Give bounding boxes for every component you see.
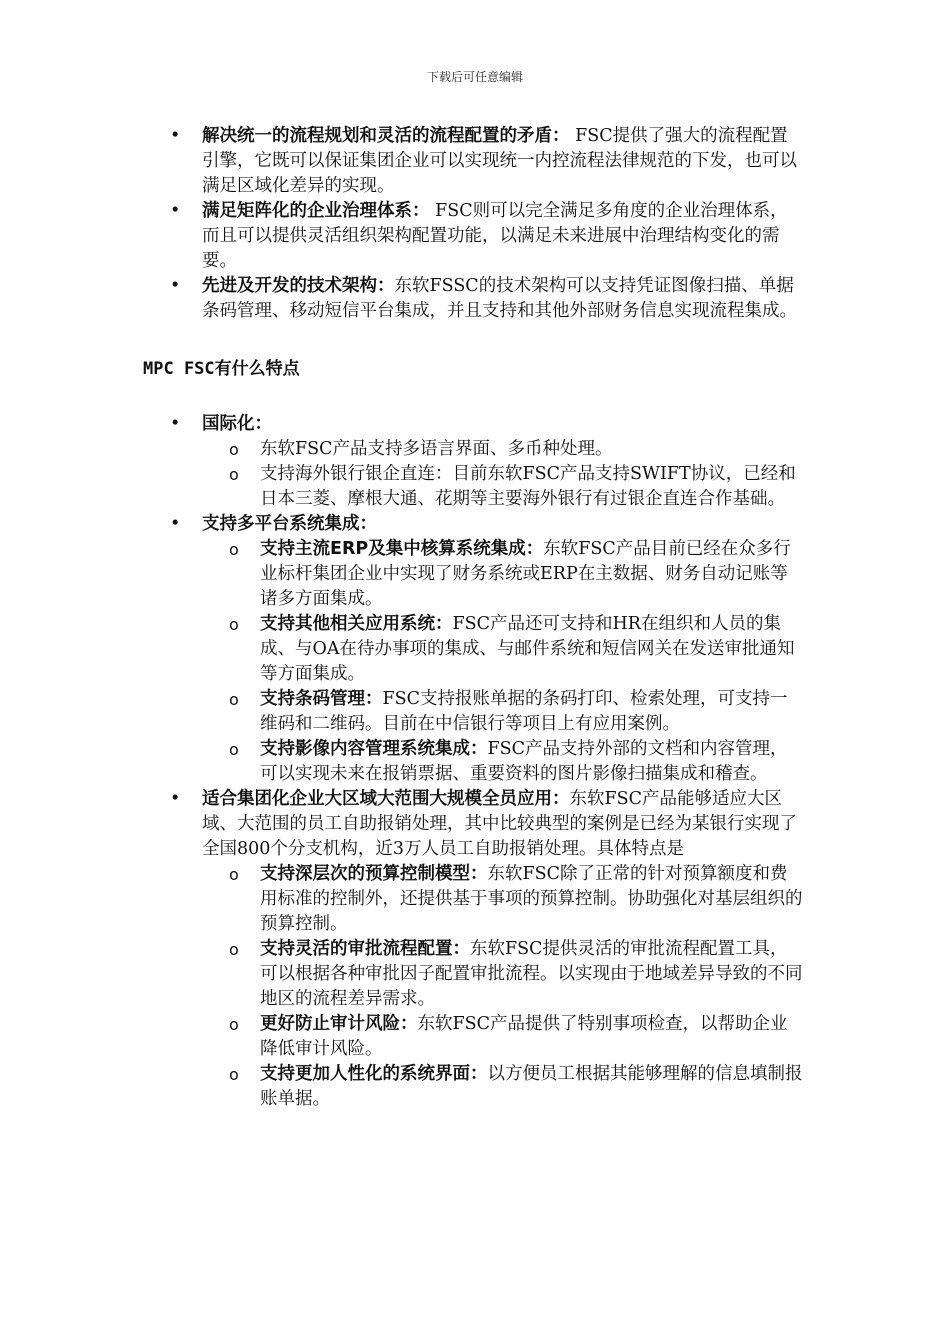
section-title: 适合集团化企业大区域大范围大规模全员应用： [202,789,570,809]
feature-section [0,787,802,862]
section-heading: MPC FSC有什么特点 [143,359,300,379]
section-text: 东软FSC产品能够适应大区域、大范围的员工自助报销处理，其中比较典型的案例是已经为某银行实现了全国800个分支机构，近3万人员工自助报销处理。具体特点是 [202,789,797,859]
sub-item-title: 支持其他相关应用系统： [260,614,453,634]
sub-item-title: 支持主流ERP及集中核算系统集成： [260,539,544,559]
top-bullet-list [0,124,950,324]
sub-list-wrapper [0,862,950,1112]
sub-item-text: 东软FSC产品目前已经在众多行业标杆集团企业中实现了财务系统或ERP在主数据、财务自动记账等诸多方面集成。 [260,539,791,609]
sub-list-wrapper [0,537,950,787]
sub-bullet-icon: o [229,1065,239,1084]
item-title: 满足矩阵化的企业治理体系： [202,201,430,221]
sub-bullet-icon: o [229,690,239,709]
item-title: 先进及开发的技术架构： [202,276,395,296]
sub-bullet-icon: o [229,440,239,459]
sub-item [0,437,805,462]
sub-bullet-icon: o [229,740,239,759]
sub-item [0,537,805,612]
bullet-icon: • [170,414,181,434]
sub-bullet-icon: o [229,540,239,559]
sub-item-text: FSC支持报账单据的条码打印、检索处理，可支持一维码和二维码。目前在中信银行等项目上有应用案例。 [260,689,788,734]
sub-list-wrapper [0,437,950,512]
sub-bullet-icon: o [229,940,239,959]
sub-item-title: 支持条码管理： [260,689,383,709]
sub-bullet-icon: o [229,865,239,884]
list-item [0,274,802,324]
sub-bullet-icon: o [229,465,239,484]
feature-section [0,512,802,537]
bullet-icon: • [170,201,181,221]
sub-item-title: 更好防止审计风险： [260,1014,418,1034]
sub-item-text: 东软FSC提供灵活的审批流程配置工具，可以根据各种审批因子配置审批流程。以实现由于地域差异导致的不同地区的流程差异需求。 [260,939,803,1009]
section-title: 支持多平台系统集成： [202,514,377,534]
bullet-icon: • [170,789,181,809]
sub-item [0,462,805,512]
item-text: FSC则可以完全满足多角度的企业治理体系，而且可以提供灵活组织架构配置功能，以满足未来进展中治理结构变化的需要。 [202,201,788,271]
sub-list [0,437,950,512]
list-item [0,124,802,199]
feature-section [0,412,802,437]
sub-item-title: 支持灵活的审批流程配置： [260,939,470,959]
sub-item [0,737,805,787]
sub-list [0,862,950,1112]
sub-bullet-icon: o [229,615,239,634]
bullet-icon: • [170,514,181,534]
sub-bullet-icon: o [229,1015,239,1034]
sub-item-text: 以方便员工根据其能够理解的信息填制报账单据。 [260,1064,803,1109]
bullet-icon: • [170,126,181,146]
sub-item [0,687,805,737]
bullet-icon: • [170,276,181,296]
sub-list [0,537,950,787]
section-title: 国际化： [202,414,272,434]
sub-item [0,862,805,937]
sub-item-text: 东软FSC产品提供了特别事项检查，以帮助企业降低审计风险。 [260,1014,788,1059]
item-text: FSC提供了强大的流程配置引擎，它既可以保证集团企业可以实现统一内控流程法律规范的下发，也可以满足区域化差异的实现。 [202,126,797,196]
sub-item [0,1012,805,1062]
sub-item-title: 支持深层次的预算控制模型： [260,864,488,884]
list-item [0,199,802,274]
sub-item-title: 支持影像内容管理系统集成： [260,739,488,759]
item-text: 东软FSSC的技术架构可以支持凭证图像扫描、单据条码管理、移动短信平台集成，并且支持和其他外部财务信息实现流程集成。 [202,276,797,321]
document-body [0,124,950,1112]
sub-item-text: FSC产品支持外部的文档和内容管理，可以实现未来在报销票据、重要资料的图片影像扫描集成和稽查。 [260,739,788,784]
sub-item [0,612,805,687]
page-header: 下载后可任意编辑 [426,70,523,84]
sub-item-text: 东软FSC产品支持多语言界面、多币种处理。 [260,439,613,459]
sub-item-title: 支持更加人性化的系统界面： [260,1064,488,1084]
item-title: 解决统一的流程规划和灵活的流程配置的矛盾： [202,126,570,146]
sub-item [0,1062,805,1112]
sub-item-text: 东软FSC除了正常的针对预算额度和费用标准的控制外，还提供基于事项的预算控制。协助强化对基层组织的预算控制。 [260,864,803,934]
sub-item-text: FSC产品还可支持和HR在组织和人员的集成、与OA在待办事项的集成、与邮件系统和短信网关在发送审批通知等方面集成。 [260,614,795,684]
sub-item-text: 支持海外银行银企直连：目前东软FSC产品支持SWIFT协议，已经和日本三菱、摩根大通、花期等主要海外银行有过银企直连合作基础。 [260,464,796,509]
features-list [0,412,950,1112]
sub-item [0,937,805,1012]
